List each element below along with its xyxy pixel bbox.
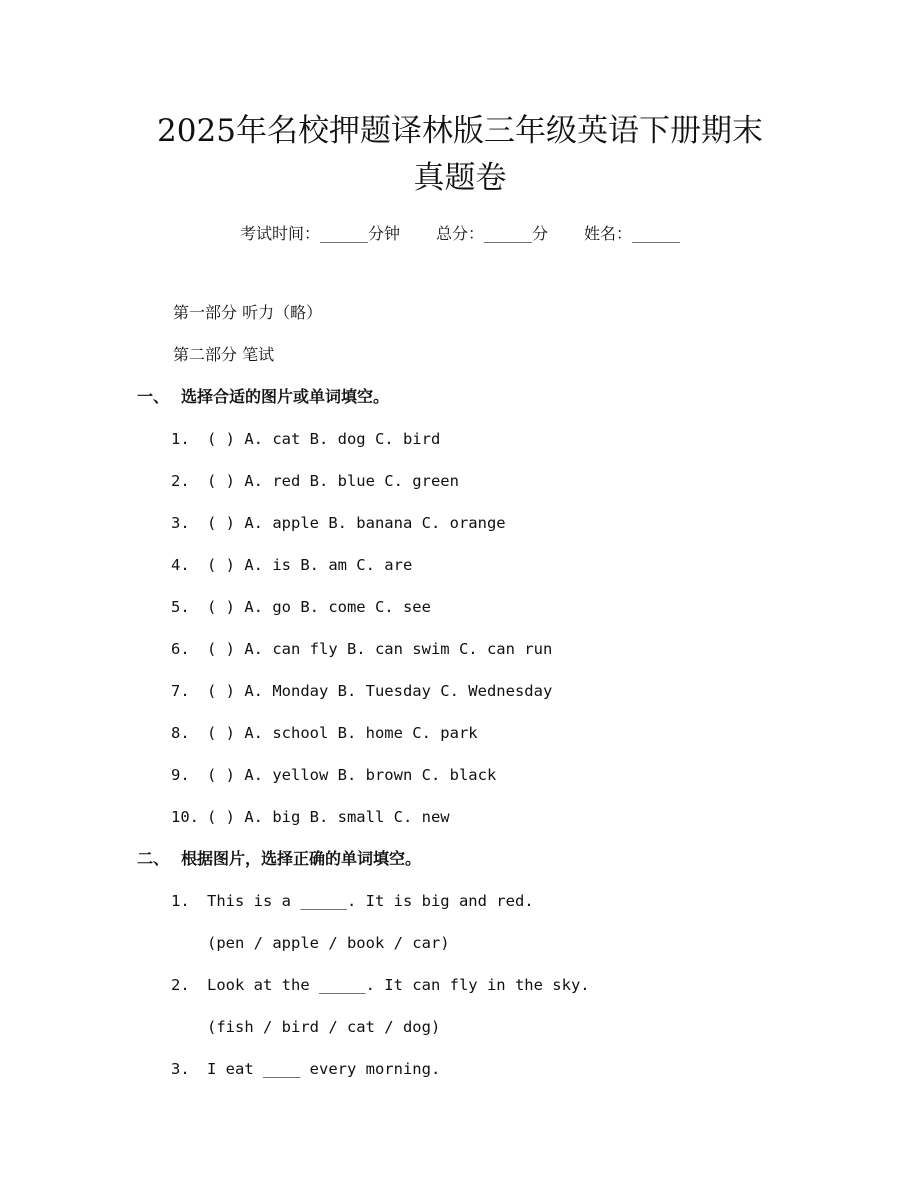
- fill-question-item: [171, 1058, 440, 1080]
- section-1-title: 选择合适的图片或单词填空。: [181, 387, 390, 406]
- exam-title-line-1: 2025年名校押题译林版三年级英语下册期末: [157, 113, 763, 149]
- question-number: 4.: [171, 556, 190, 574]
- question-number: 1.: [171, 430, 190, 448]
- total-score-field: 总分：______分: [435, 224, 548, 243]
- section-2-number: 二、: [137, 849, 170, 868]
- question-number: 8.: [171, 724, 190, 742]
- section-2-heading: [137, 848, 421, 870]
- question-text: ( ) A. big B. small C. new: [207, 808, 450, 826]
- question-text: ( ) A. red B. blue C. green: [207, 472, 459, 490]
- question-text: This is a _____. It is big and red.: [207, 892, 534, 910]
- question-number: 9.: [171, 766, 190, 784]
- question-item: [171, 806, 450, 828]
- exam-time-field: 考试时间：______分钟: [239, 224, 400, 243]
- fill-question-item: [171, 890, 534, 912]
- question-item: [171, 722, 478, 744]
- question-text: ( ) A. yellow B. brown C. black: [207, 766, 497, 784]
- question-number: 1.: [171, 892, 190, 910]
- question-item: [171, 596, 431, 618]
- exam-meta-row: [0, 222, 920, 246]
- part-writing: 第二部分 笔试: [173, 345, 275, 364]
- question-text: ( ) A. cat B. dog C. bird: [207, 430, 441, 448]
- question-number: 2.: [171, 976, 190, 994]
- question-number: 2.: [171, 472, 190, 490]
- question-number: 5.: [171, 598, 190, 616]
- section-1-number: 一、: [137, 387, 170, 406]
- question-number: 7.: [171, 682, 190, 700]
- section-2-title: 根据图片，选择正确的单词填空。: [181, 849, 422, 868]
- question-number: 10.: [171, 808, 199, 826]
- question-text: I eat ____ every morning.: [207, 1060, 441, 1078]
- question-text: ( ) A. Monday B. Tuesday C. Wednesday: [207, 682, 553, 700]
- exam-title-line-2: 真题卷: [413, 160, 507, 196]
- question-text: ( ) A. school B. home C. park: [207, 724, 478, 742]
- student-name-field: 姓名：______: [584, 224, 681, 243]
- question-item: [171, 554, 412, 576]
- question-text: Look at the _____. It can fly in the sky.: [207, 976, 590, 994]
- question-text: ( ) A. is B. am C. are: [207, 556, 413, 574]
- section-1-heading: [137, 386, 389, 408]
- question-item: [171, 512, 506, 534]
- question-item: [171, 428, 440, 450]
- word-options: (fish / bird / cat / dog): [207, 1018, 441, 1036]
- word-options: (pen / apple / book / car): [207, 934, 450, 952]
- part-listening: 第一部分 听力（略）: [173, 303, 323, 322]
- question-number: 3.: [171, 1060, 190, 1078]
- question-item: [171, 764, 496, 786]
- question-number: 3.: [171, 514, 190, 532]
- question-text: ( ) A. go B. come C. see: [207, 598, 431, 616]
- question-text: ( ) A. can fly B. can swim C. can run: [207, 640, 553, 658]
- question-item: [171, 638, 552, 660]
- question-item: [171, 470, 459, 492]
- question-text: ( ) A. apple B. banana C. orange: [207, 514, 506, 532]
- question-item: [171, 680, 552, 702]
- question-number: 6.: [171, 640, 190, 658]
- fill-question-item: [171, 974, 590, 996]
